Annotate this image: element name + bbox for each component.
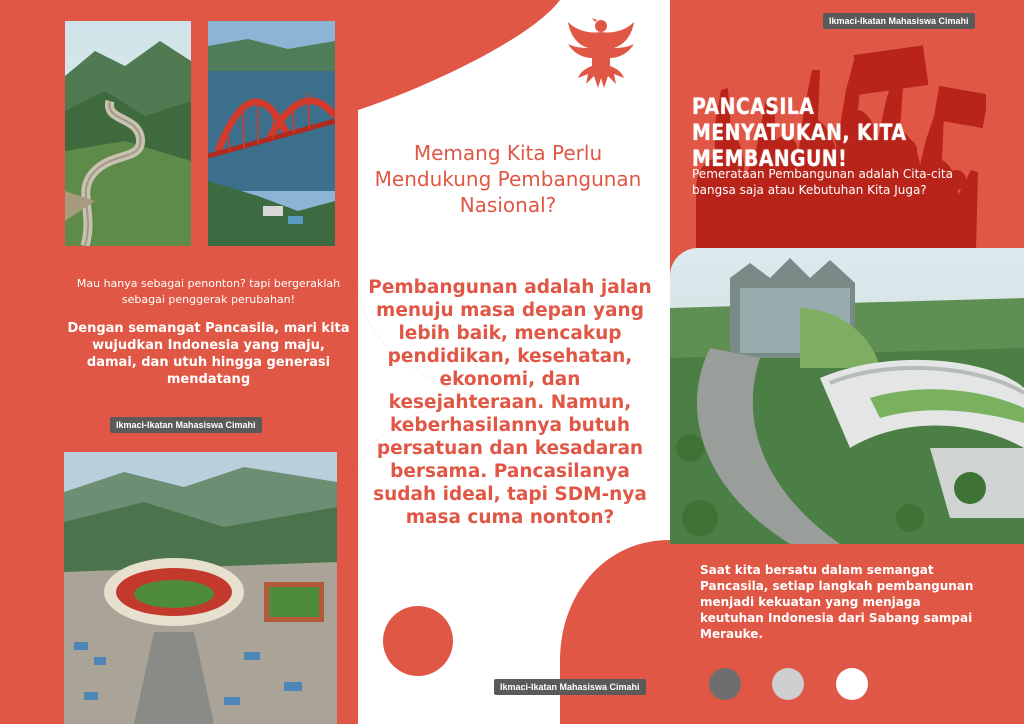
red-bridge-photo (208, 21, 335, 246)
middle-body-text: Pembangunan adalah jalan menuju masa depan yang lebih baik, mencakup pendidikan, kesehatan, ekonomi, dan kesejahteraan. Namun, keberhasilannya butuh persatuan dan kesadaran bersama. Pancasilanya sudah ideal, tapi SDM-nya masa cuma nonton? (368, 277, 652, 528)
mountain-road-photo (65, 21, 191, 246)
middle-question: Memang Kita Perlu Mendukung Pembangunan Nasional? (374, 141, 642, 217)
middle-organization-tag: Ikmaci-Ikatan Mahasiswa Cimahi (494, 679, 646, 695)
right-closing-text: Saat kita bersatu dalam semangat Pancasila, setiap langkah pembangunan menjadi kekuatan yang menjaga keutuhan Indonesia dari Sabang sampai Merauke. (700, 563, 974, 641)
stadium-photo (64, 452, 337, 724)
capital-building-photo (670, 248, 1024, 544)
left-tagline: Mau hanya sebagai penonton? tapi bergeraklah sebagai penggerak perubahan! (76, 277, 341, 306)
page-indicator-dot-2 (772, 668, 804, 700)
page-indicator-dot-1 (709, 668, 741, 700)
left-statement: Dengan semangat Pancasila, mari kita wujudkan Indonesia yang maju, damai, dan utuh hingga generasi mendatang (67, 321, 350, 387)
page-indicator-dot-3 (836, 668, 868, 700)
right-subheadline: Pemerataan Pembangunan adalah Cita-cita bangsa saja atau Kebutuhan Kita Juga? (692, 167, 953, 197)
decorative-circle (383, 606, 453, 676)
left-organization-tag: Ikmaci-Ikatan Mahasiswa Cimahi (110, 417, 262, 433)
right-headline: PANCASILA MENYATUKAN, KITA MEMBANGUN! (692, 95, 907, 172)
garuda-icon (566, 16, 636, 92)
right-organization-tag: Ikmaci-Ikatan Mahasiswa Cimahi (823, 13, 975, 29)
